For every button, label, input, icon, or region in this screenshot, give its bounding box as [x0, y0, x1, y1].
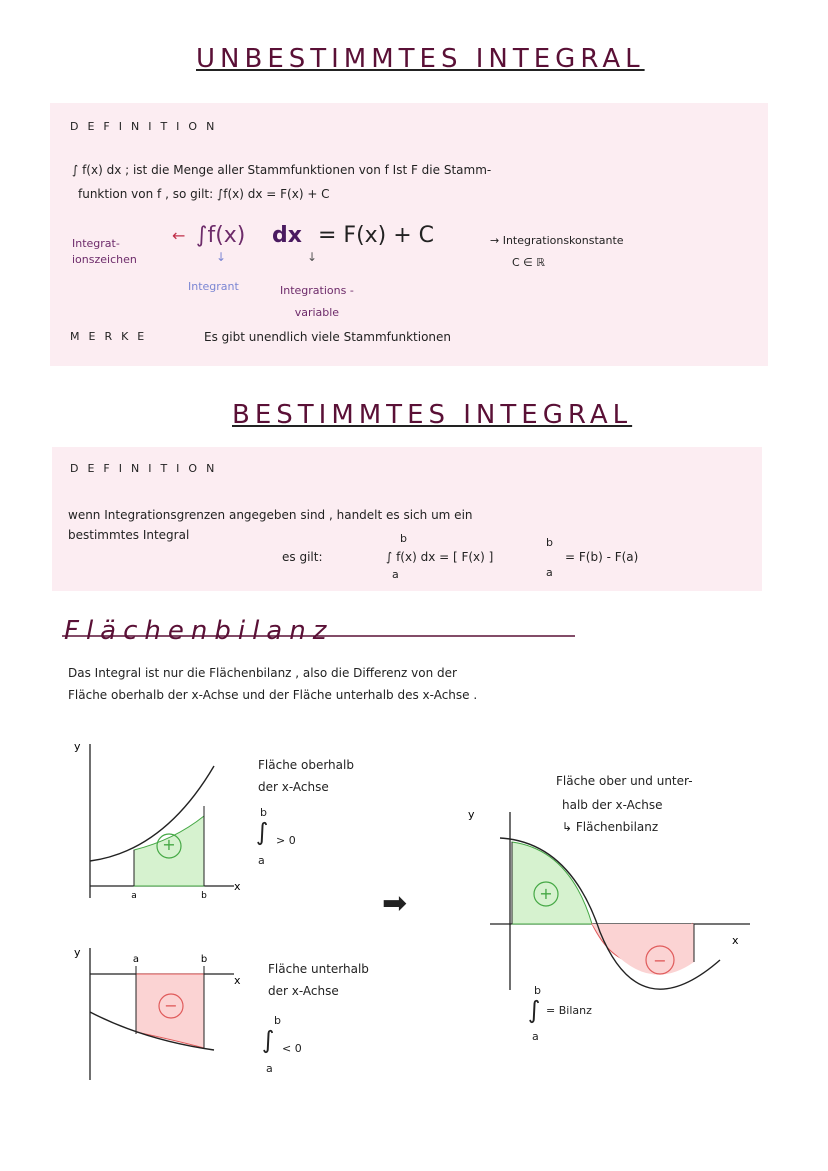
- definition-label: DEFINITION: [70, 120, 224, 133]
- both-int-upper: b: [534, 984, 541, 997]
- above-int-upper: b: [260, 806, 267, 819]
- c-in-r-label: C ∈ ℝ: [512, 256, 545, 269]
- title-bestimmtes-integral: BESTIMMTES INTEGRAL: [232, 400, 633, 430]
- y-axis-label-3: y: [468, 808, 475, 821]
- formula-bracket-upper: b: [546, 536, 553, 549]
- formula-bestimmt: ∫ f(x) dx = [ F(x) ]: [386, 550, 494, 564]
- title-flaechenbilanz: Flächenbilanz: [64, 616, 334, 646]
- above-label-1: Fläche oberhalb: [258, 758, 354, 772]
- below-int-lower: a: [266, 1062, 273, 1075]
- tick-a-2: a: [132, 954, 140, 965]
- minus-sign-2: −: [653, 951, 667, 970]
- formula-result: = F(b) - F(a): [565, 550, 639, 564]
- arrow-down-icon: ↓: [216, 250, 227, 264]
- graph-area-below: [64, 944, 244, 1084]
- flaechenbilanz-text-2: Fläche oberhalb der x-Achse und der Fläche unterhalb des x-Achse .: [68, 688, 478, 702]
- both-int-rel: = Bilanz: [546, 1004, 592, 1017]
- x-axis-label-3: x: [732, 934, 739, 947]
- plus-sign-2: +: [539, 884, 553, 903]
- merke-label: MERKE: [70, 330, 154, 343]
- below-label-2: der x-Achse: [268, 984, 339, 998]
- flaechenbilanz-text-1: Das Integral ist nur die Flächenbilanz , also die Differenz von der: [68, 666, 457, 680]
- above-integral-sign: ∫: [256, 818, 269, 846]
- below-integral-sign: ∫: [262, 1026, 275, 1054]
- formula-rest: = F(x) + C: [318, 223, 435, 248]
- definition-line-1: ∫ f(x) dx ; ist die Menge aller Stammfunktionen von f Ist F die Stamm-: [72, 163, 492, 177]
- integrant-label: Integrant: [188, 280, 239, 293]
- arrow-down-icon-2: ↓: [307, 250, 318, 264]
- formula-bracket-lower: a: [546, 566, 553, 579]
- definition-label-2: DEFINITION: [70, 462, 224, 475]
- minus-sign: −: [164, 996, 178, 1015]
- arrow-left-icon: ←: [172, 226, 186, 245]
- both-label-1: Fläche ober und unter-: [556, 774, 693, 788]
- above-label-2: der x-Achse: [258, 780, 329, 794]
- below-int-rel: < 0: [282, 1042, 302, 1055]
- both-int-lower: a: [532, 1030, 539, 1043]
- arrow-right-icon: ➡: [382, 886, 408, 921]
- integrationskonstante-label: → Integrationskonstante: [490, 234, 624, 247]
- below-int-upper: b: [274, 1014, 281, 1027]
- formula-lower-limit: a: [392, 568, 399, 581]
- definition-line-2: funktion von f , so gilt: ∫f(x) dx = F(x) + C: [78, 187, 330, 201]
- tick-b: b: [201, 891, 207, 901]
- merke-text: Es gibt unendlich viele Stammfunktionen: [204, 330, 452, 344]
- graph-area-above: [64, 736, 244, 906]
- formula-dx: dx: [272, 223, 302, 248]
- tick-b-2: b: [200, 954, 208, 965]
- plus-sign: +: [162, 835, 176, 854]
- above-int-rel: > 0: [276, 834, 296, 847]
- tick-a: a: [131, 891, 137, 901]
- both-label-3: ↳ Flächenbilanz: [562, 820, 659, 834]
- integrationsvariable-label: Integrations - variable: [280, 284, 354, 319]
- title-underline: [60, 630, 580, 642]
- x-axis-label-2: x: [234, 974, 241, 987]
- both-label-2: halb der x-Achse: [562, 798, 663, 812]
- y-axis-label-2: y: [74, 946, 81, 959]
- y-axis-label: y: [74, 740, 81, 753]
- es-gilt-label: es gilt:: [282, 550, 323, 564]
- x-axis-label: x: [234, 880, 241, 893]
- definition2-line-2: bestimmtes Integral: [68, 528, 190, 542]
- above-int-lower: a: [258, 854, 265, 867]
- definition2-line-1: wenn Integrationsgrenzen angegeben sind , handelt es sich um ein: [68, 508, 473, 522]
- below-label-1: Fläche unterhalb: [268, 962, 369, 976]
- both-integral-sign: ∫: [528, 996, 541, 1024]
- integralzeichen-label: Integrat- ionszeichen: [72, 237, 137, 266]
- title-unbestimmtes-integral: UNBESTIMMTES INTEGRAL: [196, 44, 645, 74]
- formula-integral: ∫f(x): [196, 223, 246, 248]
- formula-upper-limit: b: [400, 532, 407, 545]
